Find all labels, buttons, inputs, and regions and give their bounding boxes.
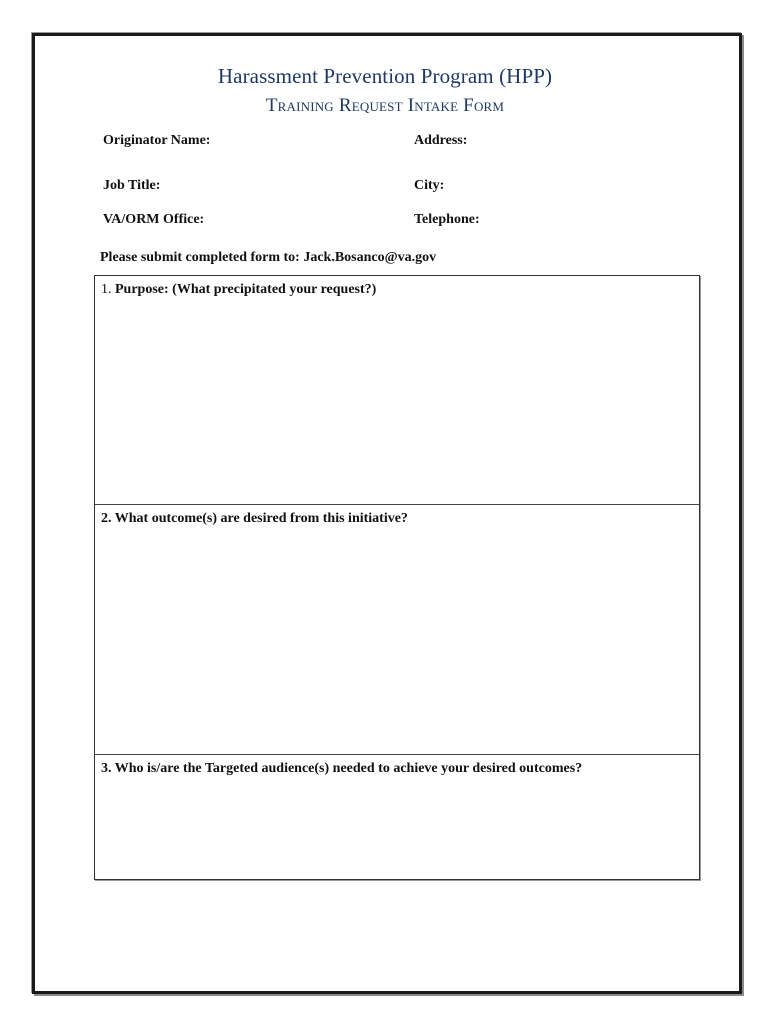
submit-instructions: Please submit completed form to: Jack.Bosanco@va.gov (100, 250, 437, 265)
question-3-number: 3. (101, 761, 112, 776)
question-2-section[interactable] (95, 505, 699, 755)
form-title: Harassment Prevention Program (HPP) (217, 64, 553, 88)
questions-box (94, 275, 700, 880)
question-2-number: 2. (101, 511, 112, 526)
question-1-section[interactable] (95, 276, 699, 505)
telephone-label: Telephone: (414, 212, 480, 227)
job-title-label: Job Title: (103, 178, 161, 193)
question-3-text: Who is/are the Targeted audience(s) needed to achieve your desired outcomes? (114, 761, 583, 776)
question-2 (101, 511, 408, 527)
form-subtitle: Training Request Intake Form (265, 95, 505, 116)
office-label: VA/ORM Office: (103, 212, 205, 227)
question-2-text: What outcome(s) are desired from this initiative? (114, 511, 408, 526)
question-1-text: Purpose: (What precipitated your request?) (115, 282, 377, 297)
city-label: City: (414, 178, 445, 193)
originator-name-label: Originator Name: (103, 133, 211, 148)
question-3 (101, 761, 582, 777)
question-1-number: 1. (101, 282, 112, 297)
question-1 (101, 282, 376, 298)
question-3-section[interactable] (95, 755, 699, 879)
address-label: Address: (414, 133, 468, 148)
